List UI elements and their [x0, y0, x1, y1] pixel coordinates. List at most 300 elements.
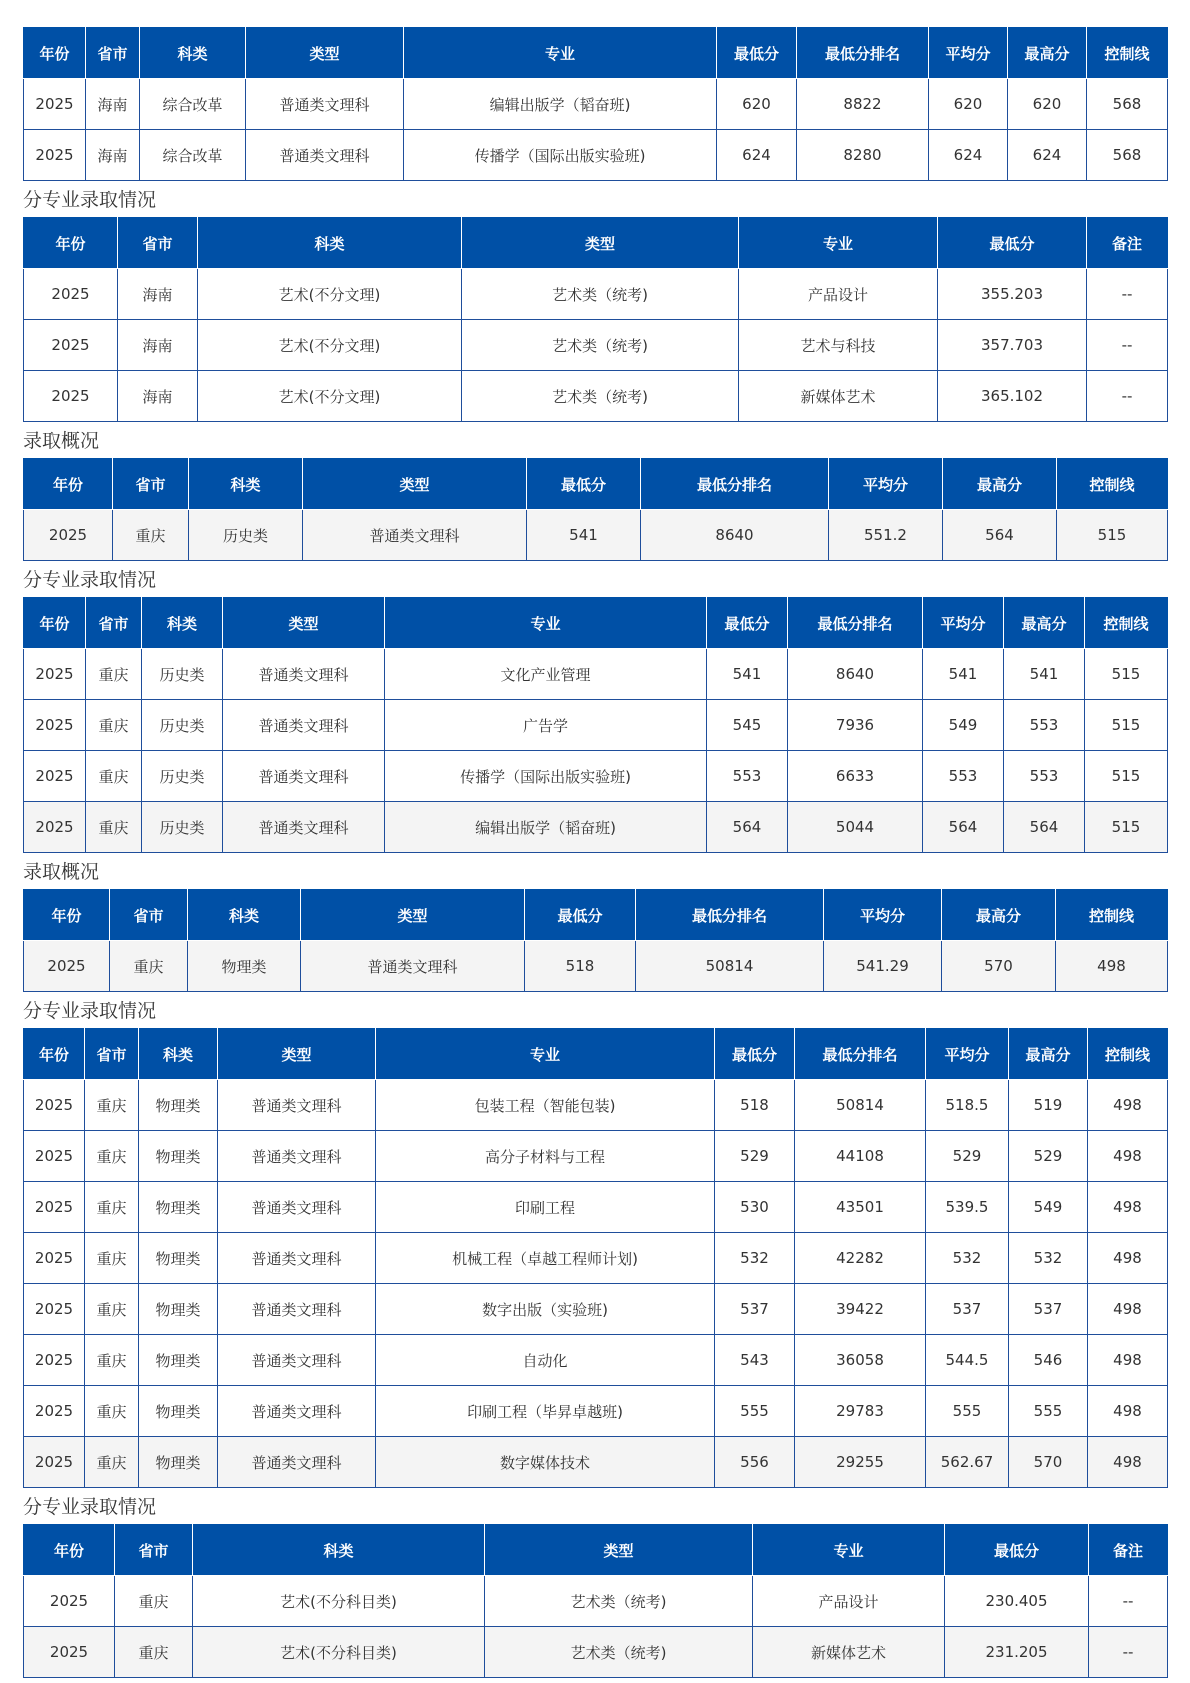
column-header: 科类: [188, 890, 301, 941]
column-header: 科类: [140, 28, 246, 79]
column-header: 省市: [86, 28, 140, 79]
table-cell: 365.102: [938, 371, 1087, 422]
table-cell: 海南: [86, 130, 140, 181]
column-header: 平均分: [829, 459, 943, 510]
table-cell: 515: [1057, 510, 1168, 561]
table-cell: --: [1087, 371, 1168, 422]
table-cell: 6633: [788, 751, 923, 802]
table-cell: 普通类文理科: [218, 1080, 376, 1131]
table-cell: 重庆: [85, 1437, 139, 1488]
table-cell: 2025: [24, 802, 86, 853]
table-cell: 518: [525, 941, 636, 992]
table-cell: 231.205: [945, 1627, 1089, 1678]
admission-table: [23, 27, 1168, 181]
table-cell: 重庆: [86, 751, 142, 802]
table-cell: 重庆: [85, 1233, 139, 1284]
table-cell: 普通类文理科: [223, 649, 385, 700]
table-cell: 8640: [641, 510, 829, 561]
table-cell: 艺术与科技: [739, 320, 938, 371]
table-cell: 2025: [24, 320, 118, 371]
table-cell: 重庆: [85, 1182, 139, 1233]
table-cell: 498: [1088, 1284, 1168, 1335]
table-cell: 艺术类（统考): [485, 1627, 753, 1678]
table-cell: 2025: [24, 1627, 115, 1678]
table-cell: 541: [527, 510, 641, 561]
table-cell: 重庆: [115, 1627, 193, 1678]
table-cell: 广告学: [385, 700, 707, 751]
table-cell: 532: [1009, 1233, 1088, 1284]
table-cell: 2025: [24, 1335, 85, 1386]
table-row: [24, 269, 1168, 320]
table-cell: 重庆: [110, 941, 188, 992]
table-cell: 自动化: [376, 1335, 715, 1386]
section-title: 分专业录取情况: [23, 189, 157, 211]
table-cell: 43501: [795, 1182, 926, 1233]
table-cell: 艺术(不分文理): [198, 269, 462, 320]
table-header-row: [24, 218, 1168, 269]
table-cell: 551.2: [829, 510, 943, 561]
table-cell: 印刷工程: [376, 1182, 715, 1233]
table-cell: 8822: [797, 79, 929, 130]
table-row: [24, 1182, 1168, 1233]
table-cell: 艺术类（统考): [485, 1576, 753, 1627]
table-cell: 历史类: [142, 649, 223, 700]
table-cell: 重庆: [86, 649, 142, 700]
table-cell: 2025: [24, 1233, 85, 1284]
table-cell: --: [1089, 1627, 1168, 1678]
table-row: [24, 1335, 1168, 1386]
table-cell: 编辑出版学（韬奋班): [404, 79, 717, 130]
table-cell: 重庆: [113, 510, 189, 561]
table-row: [24, 1386, 1168, 1437]
column-header: 最低分: [715, 1029, 795, 1080]
table-cell: 艺术类（统考): [462, 320, 739, 371]
column-header: 省市: [115, 1525, 193, 1576]
table-row: [24, 941, 1168, 992]
table-cell: 498: [1088, 1386, 1168, 1437]
column-header: 控制线: [1085, 598, 1168, 649]
admission-table: [23, 458, 1168, 561]
table-cell: 498: [1088, 1335, 1168, 1386]
table-cell: 29783: [795, 1386, 926, 1437]
table-cell: 2025: [24, 1182, 85, 1233]
column-header: 省市: [85, 1029, 139, 1080]
table-header-row: [24, 1525, 1168, 1576]
table-cell: 529: [715, 1131, 795, 1182]
table-row: [24, 1284, 1168, 1335]
table-cell: 重庆: [85, 1284, 139, 1335]
table-cell: 564: [943, 510, 1057, 561]
table-row: [24, 130, 1168, 181]
column-header: 最高分: [942, 890, 1056, 941]
table-cell: 2025: [24, 130, 86, 181]
table-cell: 570: [942, 941, 1056, 992]
column-header: 类型: [223, 598, 385, 649]
table-cell: 艺术(不分文理): [198, 371, 462, 422]
table-section: [23, 992, 1167, 1488]
table-cell: 2025: [24, 1284, 85, 1335]
table-cell: 印刷工程（毕昇卓越班): [376, 1386, 715, 1437]
column-header: 最低分: [707, 598, 788, 649]
column-header: 最低分: [525, 890, 636, 941]
table-cell: 物理类: [139, 1233, 218, 1284]
table-cell: 553: [923, 751, 1004, 802]
table-cell: 568: [1087, 79, 1168, 130]
table-cell: 545: [707, 700, 788, 751]
table-cell: 2025: [24, 371, 118, 422]
column-header: 控制线: [1057, 459, 1168, 510]
table-cell: 498: [1088, 1233, 1168, 1284]
column-header: 最高分: [1008, 28, 1087, 79]
column-header: 年份: [24, 598, 86, 649]
table-cell: 532: [926, 1233, 1009, 1284]
table-cell: 普通类文理科: [301, 941, 525, 992]
table-header-row: [24, 1029, 1168, 1080]
section-title: 分专业录取情况: [23, 1496, 157, 1518]
table-cell: 海南: [118, 371, 198, 422]
table-cell: 541: [1004, 649, 1085, 700]
table-cell: 44108: [795, 1131, 926, 1182]
table-cell: 海南: [118, 269, 198, 320]
table-cell: 620: [717, 79, 797, 130]
column-header: 最低分排名: [788, 598, 923, 649]
table-section: [23, 422, 1167, 561]
table-cell: 564: [1004, 802, 1085, 853]
table-cell: 553: [1004, 751, 1085, 802]
table-cell: 624: [1008, 130, 1087, 181]
column-header: 科类: [142, 598, 223, 649]
table-row: [24, 371, 1168, 422]
column-header: 最低分: [527, 459, 641, 510]
table-cell: 数字出版（实验班): [376, 1284, 715, 1335]
table-cell: 机械工程（卓越工程师计划): [376, 1233, 715, 1284]
table-cell: 544.5: [926, 1335, 1009, 1386]
table-cell: 539.5: [926, 1182, 1009, 1233]
table-cell: 515: [1085, 751, 1168, 802]
table-cell: 物理类: [139, 1131, 218, 1182]
column-header: 年份: [24, 1029, 85, 1080]
table-cell: 2025: [24, 751, 86, 802]
table-cell: 普通类文理科: [303, 510, 527, 561]
table-cell: 艺术(不分文理): [198, 320, 462, 371]
table-cell: 555: [926, 1386, 1009, 1437]
table-cell: 5044: [788, 802, 923, 853]
column-header: 年份: [24, 218, 118, 269]
table-cell: 543: [715, 1335, 795, 1386]
table-cell: 570: [1009, 1437, 1088, 1488]
table-cell: 艺术(不分科目类): [193, 1627, 485, 1678]
table-cell: 重庆: [86, 802, 142, 853]
column-header: 专业: [404, 28, 717, 79]
table-cell: 29255: [795, 1437, 926, 1488]
table-section: [23, 853, 1167, 992]
table-cell: 综合改革: [140, 79, 246, 130]
table-cell: 普通类文理科: [218, 1284, 376, 1335]
admission-results-page: [23, 27, 1167, 1678]
column-header: 科类: [139, 1029, 218, 1080]
column-header: 最高分: [943, 459, 1057, 510]
section-title: 录取概况: [23, 430, 100, 452]
column-header: 类型: [485, 1525, 753, 1576]
column-header: 专业: [385, 598, 707, 649]
admission-table: [23, 217, 1168, 422]
table-cell: 2025: [24, 269, 118, 320]
table-section: [23, 561, 1167, 853]
table-cell: 564: [707, 802, 788, 853]
table-header-row: [24, 890, 1168, 941]
table-cell: 36058: [795, 1335, 926, 1386]
table-row: [24, 1576, 1168, 1627]
table-cell: 普通类文理科: [218, 1131, 376, 1182]
table-row: [24, 1080, 1168, 1131]
column-header: 最低分排名: [797, 28, 929, 79]
admission-table: [23, 1028, 1168, 1488]
table-cell: 海南: [86, 79, 140, 130]
column-header: 最低分排名: [636, 890, 824, 941]
table-cell: 555: [1009, 1386, 1088, 1437]
column-header: 类型: [301, 890, 525, 941]
column-header: 最低分排名: [795, 1029, 926, 1080]
table-cell: 海南: [118, 320, 198, 371]
table-cell: 艺术类（统考): [462, 269, 739, 320]
table-cell: 624: [717, 130, 797, 181]
column-header: 年份: [24, 890, 110, 941]
table-header-row: [24, 28, 1168, 79]
table-cell: 553: [1004, 700, 1085, 751]
column-header: 平均分: [929, 28, 1008, 79]
table-cell: 物理类: [139, 1182, 218, 1233]
table-cell: 2025: [24, 79, 86, 130]
column-header: 省市: [113, 459, 189, 510]
column-header: 控制线: [1088, 1029, 1168, 1080]
column-header: 年份: [24, 459, 113, 510]
table-cell: 529: [926, 1131, 1009, 1182]
column-header: 最低分排名: [641, 459, 829, 510]
table-cell: 553: [707, 751, 788, 802]
table-cell: --: [1087, 320, 1168, 371]
table-cell: 537: [926, 1284, 1009, 1335]
admission-table: [23, 1524, 1168, 1678]
column-header: 年份: [24, 1525, 115, 1576]
table-cell: 8280: [797, 130, 929, 181]
table-cell: 艺术类（统考): [462, 371, 739, 422]
table-cell: 新媒体艺术: [739, 371, 938, 422]
table-cell: 普通类文理科: [246, 79, 404, 130]
table-cell: --: [1087, 269, 1168, 320]
table-cell: 普通类文理科: [218, 1233, 376, 1284]
table-cell: 艺术(不分科目类): [193, 1576, 485, 1627]
table-cell: 549: [1009, 1182, 1088, 1233]
table-cell: 历史类: [142, 700, 223, 751]
section-title: 分专业录取情况: [23, 569, 157, 591]
table-row: [24, 79, 1168, 130]
table-cell: 537: [1009, 1284, 1088, 1335]
table-cell: 518.5: [926, 1080, 1009, 1131]
table-cell: 498: [1088, 1131, 1168, 1182]
table-row: [24, 751, 1168, 802]
table-row: [24, 510, 1168, 561]
table-cell: 498: [1056, 941, 1168, 992]
table-cell: 519: [1009, 1080, 1088, 1131]
table-cell: 498: [1088, 1182, 1168, 1233]
table-cell: 历史类: [189, 510, 303, 561]
column-header: 类型: [462, 218, 739, 269]
column-header: 备注: [1087, 218, 1168, 269]
table-cell: 物理类: [139, 1335, 218, 1386]
table-cell: 2025: [24, 1437, 85, 1488]
column-header: 省市: [86, 598, 142, 649]
column-header: 省市: [110, 890, 188, 941]
table-cell: 2025: [24, 1131, 85, 1182]
table-cell: 230.405: [945, 1576, 1089, 1627]
table-cell: 518: [715, 1080, 795, 1131]
column-header: 备注: [1089, 1525, 1168, 1576]
table-cell: 8640: [788, 649, 923, 700]
table-cell: 数字媒体技术: [376, 1437, 715, 1488]
table-cell: 530: [715, 1182, 795, 1233]
table-cell: 产品设计: [753, 1576, 945, 1627]
table-cell: 普通类文理科: [218, 1386, 376, 1437]
table-header-row: [24, 459, 1168, 510]
table-cell: 物理类: [139, 1284, 218, 1335]
table-cell: 文化产业管理: [385, 649, 707, 700]
column-header: 科类: [193, 1525, 485, 1576]
table-cell: 568: [1087, 130, 1168, 181]
table-row: [24, 1627, 1168, 1678]
table-cell: 重庆: [85, 1386, 139, 1437]
table-cell: 物理类: [188, 941, 301, 992]
table-cell: 498: [1088, 1437, 1168, 1488]
table-section: [23, 27, 1167, 181]
table-cell: 重庆: [115, 1576, 193, 1627]
table-cell: 498: [1088, 1080, 1168, 1131]
table-cell: 39422: [795, 1284, 926, 1335]
table-row: [24, 320, 1168, 371]
table-cell: 普通类文理科: [246, 130, 404, 181]
column-header: 专业: [376, 1029, 715, 1080]
table-cell: 555: [715, 1386, 795, 1437]
column-header: 最高分: [1009, 1029, 1088, 1080]
column-header: 平均分: [923, 598, 1004, 649]
table-section: [23, 181, 1167, 422]
table-cell: 50814: [795, 1080, 926, 1131]
table-cell: 物理类: [139, 1080, 218, 1131]
table-cell: 562.67: [926, 1437, 1009, 1488]
table-cell: 620: [929, 79, 1008, 130]
column-header: 最高分: [1004, 598, 1085, 649]
table-cell: 重庆: [85, 1335, 139, 1386]
table-cell: 7936: [788, 700, 923, 751]
column-header: 控制线: [1087, 28, 1168, 79]
column-header: 省市: [118, 218, 198, 269]
table-cell: 50814: [636, 941, 824, 992]
table-row: [24, 1437, 1168, 1488]
table-cell: 529: [1009, 1131, 1088, 1182]
column-header: 最低分: [938, 218, 1087, 269]
table-cell: 515: [1085, 802, 1168, 853]
table-cell: 546: [1009, 1335, 1088, 1386]
column-header: 平均分: [824, 890, 942, 941]
admission-table: [23, 597, 1168, 853]
table-row: [24, 649, 1168, 700]
table-cell: 重庆: [85, 1080, 139, 1131]
table-cell: 物理类: [139, 1386, 218, 1437]
table-cell: 2025: [24, 649, 86, 700]
table-cell: 普通类文理科: [223, 751, 385, 802]
table-section: [23, 1488, 1167, 1678]
table-row: [24, 1131, 1168, 1182]
column-header: 专业: [739, 218, 938, 269]
column-header: 科类: [198, 218, 462, 269]
admission-table: [23, 889, 1168, 992]
column-header: 类型: [303, 459, 527, 510]
table-header-row: [24, 598, 1168, 649]
table-cell: 624: [929, 130, 1008, 181]
table-row: [24, 700, 1168, 751]
table-cell: 重庆: [85, 1131, 139, 1182]
column-header: 类型: [218, 1029, 376, 1080]
column-header: 年份: [24, 28, 86, 79]
table-cell: 物理类: [139, 1437, 218, 1488]
table-cell: 历史类: [142, 751, 223, 802]
table-cell: 515: [1085, 700, 1168, 751]
column-header: 平均分: [926, 1029, 1009, 1080]
table-cell: 357.703: [938, 320, 1087, 371]
table-cell: 2025: [24, 700, 86, 751]
table-cell: 2025: [24, 510, 113, 561]
section-title: 录取概况: [23, 861, 100, 883]
table-cell: 新媒体艺术: [753, 1627, 945, 1678]
section-title: 分专业录取情况: [23, 1000, 157, 1022]
table-cell: 42282: [795, 1233, 926, 1284]
table-cell: 普通类文理科: [218, 1182, 376, 1233]
table-cell: 传播学（国际出版实验班): [404, 130, 717, 181]
table-cell: 2025: [24, 1080, 85, 1131]
table-cell: 综合改革: [140, 130, 246, 181]
table-cell: 重庆: [86, 700, 142, 751]
table-cell: --: [1089, 1576, 1168, 1627]
table-cell: 普通类文理科: [223, 700, 385, 751]
table-cell: 历史类: [142, 802, 223, 853]
table-cell: 620: [1008, 79, 1087, 130]
table-row: [24, 802, 1168, 853]
column-header: 最低分: [717, 28, 797, 79]
table-cell: 2025: [24, 941, 110, 992]
table-cell: 产品设计: [739, 269, 938, 320]
table-cell: 传播学（国际出版实验班): [385, 751, 707, 802]
column-header: 专业: [753, 1525, 945, 1576]
column-header: 类型: [246, 28, 404, 79]
column-header: 科类: [189, 459, 303, 510]
table-cell: 包装工程（智能包装): [376, 1080, 715, 1131]
table-cell: 564: [923, 802, 1004, 853]
table-row: [24, 1233, 1168, 1284]
table-cell: 541: [707, 649, 788, 700]
table-cell: 2025: [24, 1576, 115, 1627]
column-header: 控制线: [1056, 890, 1168, 941]
table-cell: 高分子材料与工程: [376, 1131, 715, 1182]
table-cell: 普通类文理科: [223, 802, 385, 853]
table-cell: 普通类文理科: [218, 1437, 376, 1488]
table-cell: 普通类文理科: [218, 1335, 376, 1386]
table-cell: 541.29: [824, 941, 942, 992]
table-cell: 537: [715, 1284, 795, 1335]
table-cell: 355.203: [938, 269, 1087, 320]
table-cell: 编辑出版学（韬奋班): [385, 802, 707, 853]
table-cell: 532: [715, 1233, 795, 1284]
table-cell: 549: [923, 700, 1004, 751]
table-cell: 515: [1085, 649, 1168, 700]
